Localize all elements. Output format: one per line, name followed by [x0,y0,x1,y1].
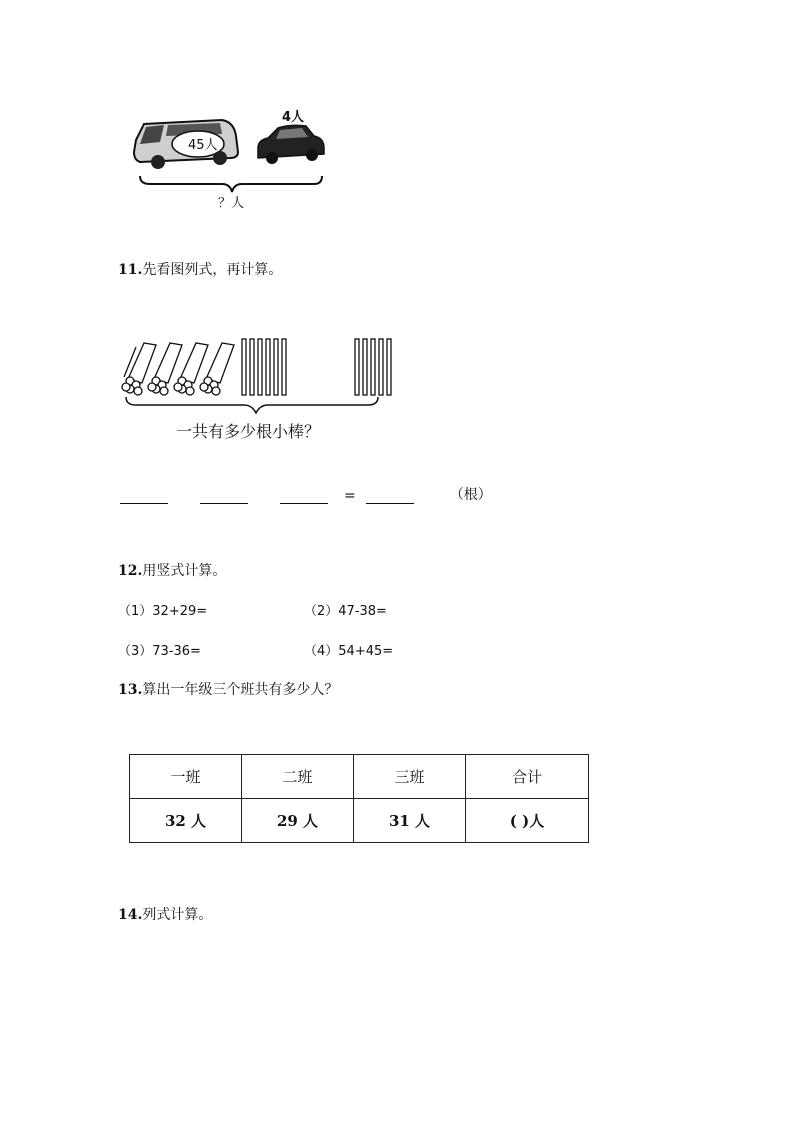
table-header-cell: 二班 [242,755,354,799]
question-text: 算出一年级三个班共有多少人？ [142,682,339,698]
question-13-title [118,679,338,699]
question-number: 14. [118,907,143,923]
question-number: 11. [118,262,143,278]
table-answer-cell[interactable]: ( )人 [466,799,589,843]
class-count-table [129,754,589,843]
question-11-title [118,259,282,279]
calc-item: （2）47-38= [304,604,387,619]
sticks-brace [124,395,394,415]
bus-passenger-label: 45人 [188,138,218,153]
answer-blank[interactable] [120,489,168,504]
question-14-title [118,904,212,924]
table-cell: 32 人 [130,799,242,843]
answer-blank[interactable] [280,489,328,504]
single-sticks-group-b [355,339,391,395]
question-text: 用竖式计算。 [142,563,227,579]
question-number: 13. [118,682,143,698]
table-header-cell: 一班 [130,755,242,799]
sticks-caption: 一共有多少根小棒？ [176,422,321,441]
calc-item: （1）32+29= [118,604,208,619]
total-passenger-label: ？人 [218,196,245,211]
single-sticks-group-a [242,339,286,395]
table-header-row [130,755,589,799]
answer-line-row [120,484,492,504]
brace [140,176,322,192]
bus-icon [134,120,238,169]
calc-item: （3）73-36= [118,644,201,659]
table-row [130,799,589,843]
question-text: 列式计算。 [142,907,213,923]
vehicles-figure [130,100,330,215]
question-text: 先看图列式，再计算。 [142,262,283,278]
stick-bundle-icon [122,343,234,395]
answer-blank[interactable] [366,489,414,504]
question-12-title [118,560,226,580]
table-cell: 31 人 [354,799,466,843]
unit-label: （根） [449,487,492,503]
table-header-cell: 合计 [466,755,589,799]
question-number: 12. [118,563,143,579]
table-cell: 29 人 [242,799,354,843]
answer-blank[interactable] [200,489,248,504]
calc-item: （4）54+45= [304,644,394,659]
equals-sign: = [344,488,356,504]
table-header-cell: 三班 [354,755,466,799]
sticks-figure [120,335,410,445]
car-passenger-label: 4人 [282,110,305,125]
car-icon [258,125,324,164]
